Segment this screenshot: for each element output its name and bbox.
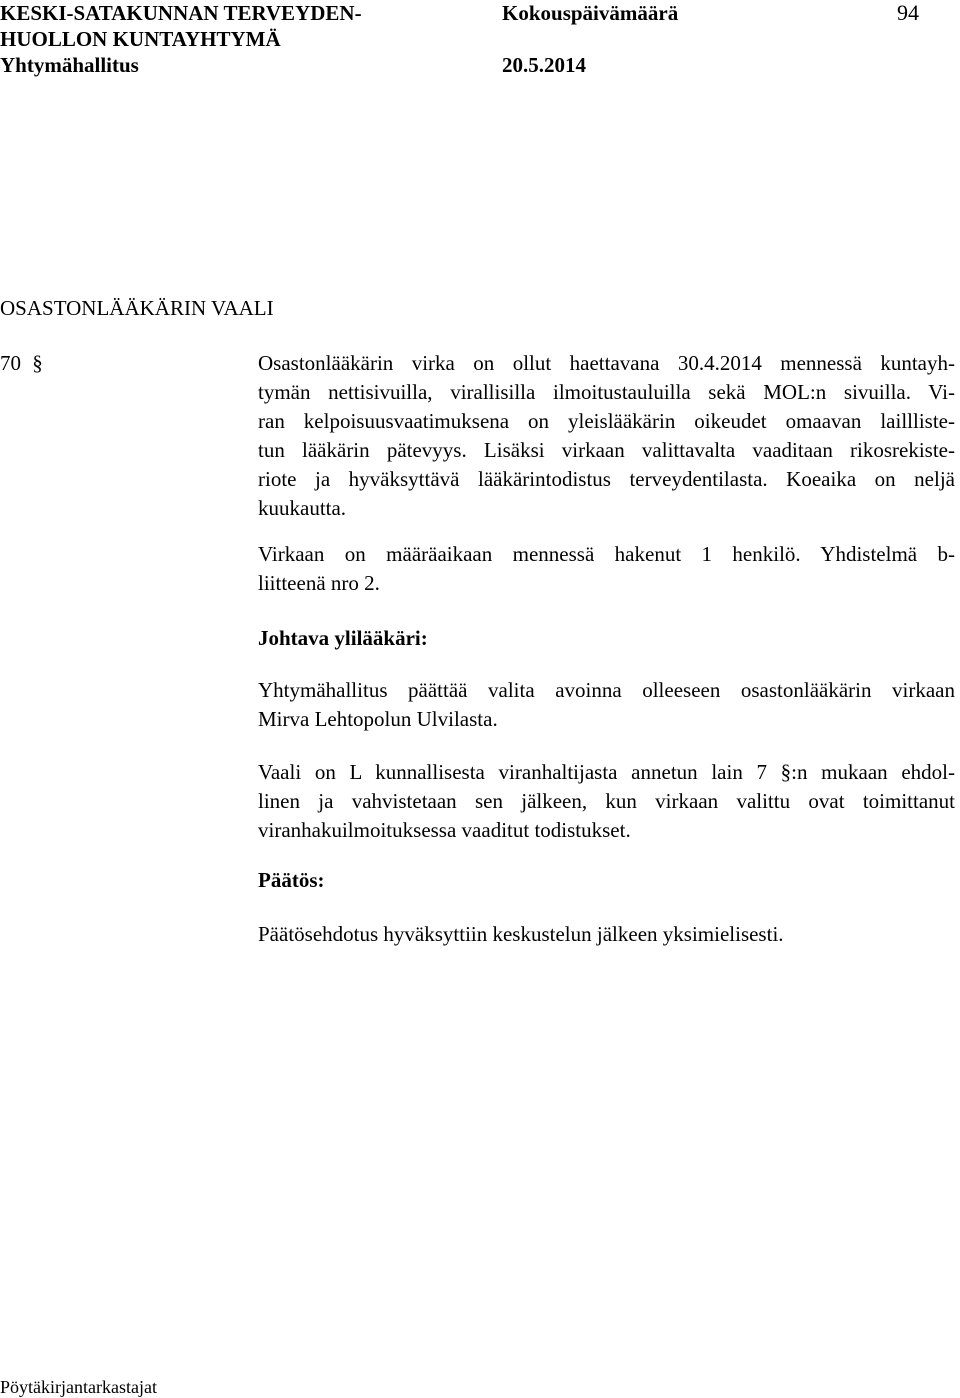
meeting-date-value: 20.5.2014 [502,53,586,77]
page-number: 94 [897,0,919,25]
meeting-date-label: Kokouspäivämäärä [502,1,679,25]
paragraph-line: Yhtymähallitus päättää valita avoinna olleeseen osastonlääkärin virkaan [258,678,955,702]
paragraph-line: Virkaan on määräaikaan mennessä hakenut 1 henkilö. Yhdistelmä b- [258,542,955,566]
paragraph-vacancy-description [258,349,955,523]
section-title: OSASTONLÄÄKÄRIN VAALI [0,296,274,320]
meeting-body-name: Yhtymähallitus [0,53,139,77]
paragraph-line: Mirva Lehtopolun Ulvilasta. [258,707,498,731]
paragraph-election-conditions [258,758,955,845]
paragraph-line: viranhakuilmoituksessa vaaditut todistukset. [258,818,631,842]
paragraph-applicants [258,540,955,598]
paragraph-line: Vaali on L kunnallisesta viranhaltijasta annetun lain 7 §:n mukaan ehdol- [258,760,955,784]
organization-name-line1: KESKI-SATAKUNNAN TERVEYDEN- [0,1,362,25]
paragraph-line: tun lääkärin pätevyys. Lisäksi virkaan valittavalta vaaditaan rikosrekiste- [258,438,955,462]
paragraph-line: ran kelpoisuusvaatimuksena on yleislääkärin oikeudet omaavan laillliste- [258,409,955,433]
paragraph-line: linen ja vahvistetaan sen jälkeen, kun virkaan valittu ovat toimittanut [258,789,955,813]
section-number [0,349,43,378]
proposal-text [258,676,955,734]
paragraph-line: kuukautta. [258,496,347,520]
proposal-heading: Johtava ylilääkäri: [258,626,428,650]
decision-heading: Päätös: [258,868,325,892]
paragraph-line: tymän nettisivuilla, virallisilla ilmoitustauluilla sekä MOL:n sivuilla. Vi- [258,380,955,404]
paragraph-line: liitteenä nro 2. [258,571,380,595]
decision-text: Päätösehdotus hyväksyttiin keskustelun jälkeen yksimielisesti. [258,922,784,946]
paragraph-line: riote ja hyväksyttävä lääkärintodistus terveydentilasta. Koeaika on neljä [258,467,955,491]
paragraph-line: Osastonlääkärin virka on ollut haettavana 30.4.2014 mennessä kuntayh- [258,351,955,375]
section-number-value: 70 [0,351,21,375]
footer-minutes-checkers: Pöytäkirjantarkastajat [0,1377,157,1397]
section-sign: § [32,351,43,375]
organization-name-line2: HUOLLON KUNTAYHTYMÄ [0,27,281,51]
